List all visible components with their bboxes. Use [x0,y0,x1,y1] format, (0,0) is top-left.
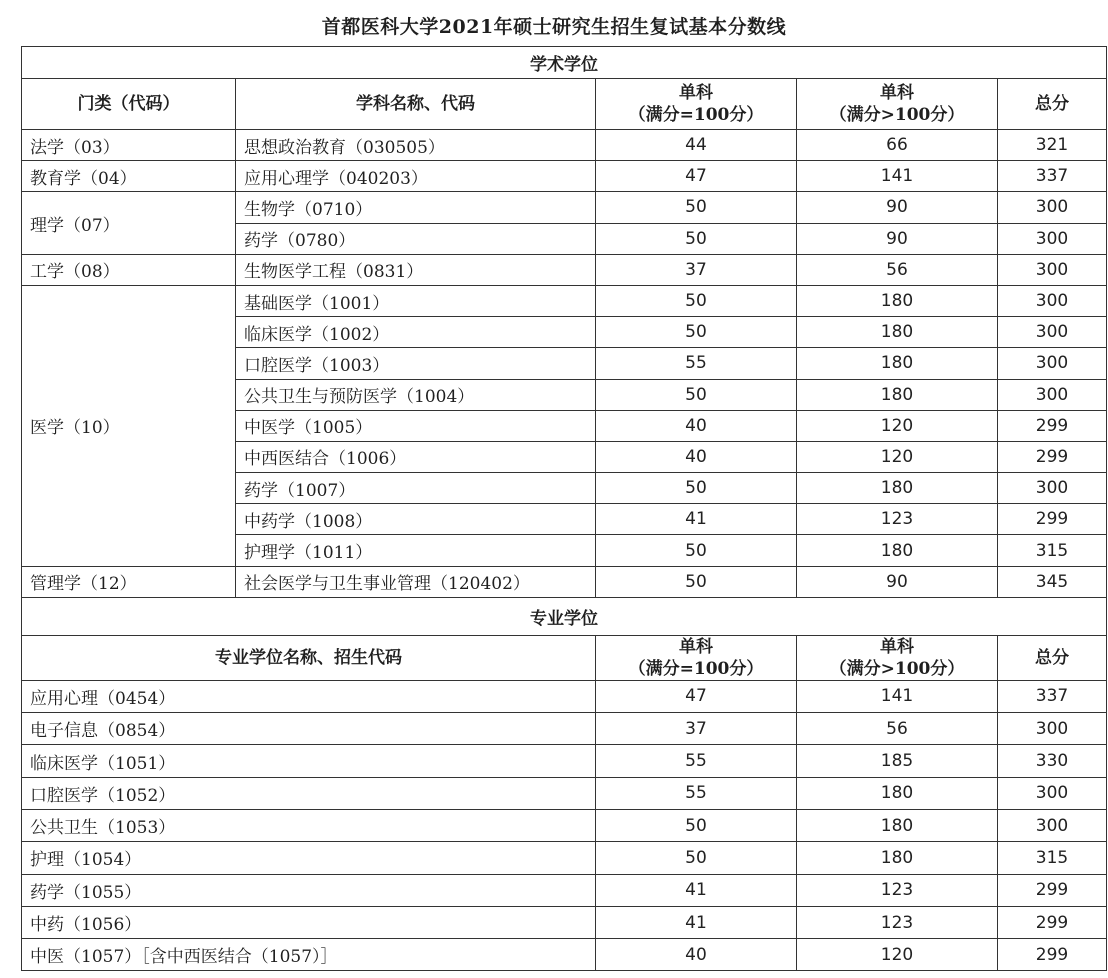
header-label: 单科 [679,83,713,103]
header-single-100 [596,635,797,680]
score-single-100: 50 [596,285,797,316]
score-total: 315 [998,842,1107,874]
score-single-over-100: 123 [797,504,998,535]
score-single-over-100: 56 [797,254,998,285]
score-single-over-100: 180 [797,379,998,410]
category-cell: 医学（10） [22,285,236,566]
score-single-100: 41 [596,906,797,938]
score-total: 299 [998,441,1107,472]
score-single-100: 40 [596,441,797,472]
score-single-over-100: 120 [797,939,998,971]
header-total: 总分 [998,79,1107,130]
table-row [22,745,1107,777]
score-single-100: 50 [596,473,797,504]
score-single-over-100: 120 [797,441,998,472]
score-total: 330 [998,745,1107,777]
score-single-over-100: 90 [797,223,998,254]
score-single-over-100: 180 [797,777,998,809]
header-total: 总分 [998,635,1107,680]
score-single-100: 37 [596,713,797,745]
degree-name-cell: 应用心理（0454） [22,680,596,712]
score-single-100: 47 [596,161,797,192]
subject-cell: 临床医学（1002） [236,317,596,348]
subject-cell: 生物学（0710） [236,192,596,223]
score-single-100: 50 [596,566,797,597]
score-single-over-100: 180 [797,535,998,566]
header-label: 单科 [679,636,713,657]
degree-name-cell: 口腔医学（1052） [22,777,596,809]
table-row [22,566,1107,597]
table-row [22,713,1107,745]
header-single-over-100 [797,635,998,680]
score-single-100: 47 [596,680,797,712]
header-label: 单科 [880,636,914,657]
degree-name-cell: 电子信息（0854） [22,713,596,745]
score-single-over-100: 56 [797,713,998,745]
score-total: 300 [998,285,1107,316]
score-single-100: 41 [596,874,797,906]
table-row [22,161,1107,192]
header-category: 门类（代码） [22,79,236,130]
table-row [22,192,1107,223]
score-single-over-100: 90 [797,566,998,597]
subject-cell: 应用心理学（040203） [236,161,596,192]
score-single-over-100: 180 [797,810,998,842]
header-single-over-100 [797,79,998,130]
score-total: 300 [998,713,1107,745]
score-single-over-100: 90 [797,192,998,223]
score-single-100: 44 [596,130,797,161]
score-table [21,46,1107,971]
table-row [22,906,1107,938]
subject-cell: 中医学（1005） [236,410,596,441]
category-cell: 工学（08） [22,254,236,285]
score-single-over-100: 180 [797,285,998,316]
table-row [22,285,1107,316]
score-single-100: 50 [596,842,797,874]
score-single-over-100: 185 [797,745,998,777]
subject-cell: 思想政治教育（030505） [236,130,596,161]
score-single-100: 40 [596,939,797,971]
section-row [22,597,1107,635]
score-single-100: 50 [596,810,797,842]
score-single-over-100: 180 [797,348,998,379]
degree-name-cell: 临床医学（1051） [22,745,596,777]
header-sublabel: （满分>100分） [829,658,965,679]
subject-cell: 药学（1007） [236,473,596,504]
subject-cell: 基础医学（1001） [236,285,596,316]
score-total: 300 [998,777,1107,809]
category-cell: 法学（03） [22,130,236,161]
score-table-body [22,47,1107,971]
header-sublabel: （满分>100分） [829,105,965,125]
score-single-over-100: 180 [797,842,998,874]
score-total: 299 [998,410,1107,441]
score-total: 299 [998,504,1107,535]
score-total: 337 [998,680,1107,712]
score-single-over-100: 141 [797,161,998,192]
score-single-over-100: 141 [797,680,998,712]
score-total: 300 [998,379,1107,410]
page-title: 首都医科大学2021年硕士研究生招生复试基本分数线 [321,16,787,38]
header-degree-name: 专业学位名称、招生代码 [22,635,596,680]
section-row [22,47,1107,79]
header-single-100 [596,79,797,130]
score-single-over-100: 123 [797,906,998,938]
degree-name-cell: 中药（1056） [22,906,596,938]
category-cell: 理学（07） [22,192,236,254]
score-single-100: 55 [596,348,797,379]
score-single-over-100: 120 [797,410,998,441]
subject-cell: 药学（0780） [236,223,596,254]
score-total: 300 [998,223,1107,254]
score-total: 345 [998,566,1107,597]
score-single-100: 37 [596,254,797,285]
table-row [22,254,1107,285]
table-row [22,777,1107,809]
score-total: 300 [998,348,1107,379]
score-single-100: 40 [596,410,797,441]
table-row [22,810,1107,842]
section-title-professional: 专业学位 [22,597,1107,635]
score-single-100: 50 [596,379,797,410]
subject-cell: 中西医结合（1006） [236,441,596,472]
score-single-100: 50 [596,192,797,223]
header-row [22,79,1107,130]
score-single-100: 55 [596,777,797,809]
subject-cell: 生物医学工程（0831） [236,254,596,285]
score-total: 300 [998,254,1107,285]
table-row [22,130,1107,161]
header-sublabel: （满分=100分） [628,658,764,679]
degree-name-cell: 公共卫生（1053） [22,810,596,842]
subject-cell: 社会医学与卫生事业管理（120402） [236,566,596,597]
score-single-100: 41 [596,504,797,535]
subject-cell: 中药学（1008） [236,504,596,535]
score-single-100: 55 [596,745,797,777]
table-row [22,842,1107,874]
table-row [22,680,1107,712]
score-total: 300 [998,810,1107,842]
subject-cell: 口腔医学（1003） [236,348,596,379]
score-single-100: 50 [596,223,797,254]
score-total: 299 [998,939,1107,971]
category-cell: 教育学（04） [22,161,236,192]
header-label: 单科 [880,83,914,103]
degree-name-cell: 中医（1057）［含中西医结合（1057）］ [22,939,596,971]
score-total: 299 [998,906,1107,938]
degree-name-cell: 药学（1055） [22,874,596,906]
subject-cell: 护理学（1011） [236,535,596,566]
score-total: 300 [998,473,1107,504]
header-row [22,635,1107,680]
score-single-100: 50 [596,317,797,348]
subject-cell: 公共卫生与预防医学（1004） [236,379,596,410]
table-row [22,939,1107,971]
score-single-over-100: 180 [797,473,998,504]
score-total: 299 [998,874,1107,906]
score-total: 300 [998,317,1107,348]
score-single-over-100: 66 [797,130,998,161]
table-row [22,874,1107,906]
score-total: 300 [998,192,1107,223]
header-sublabel: （满分=100分） [628,105,764,125]
score-total: 315 [998,535,1107,566]
score-total: 321 [998,130,1107,161]
category-cell: 管理学（12） [22,566,236,597]
score-single-over-100: 123 [797,874,998,906]
header-subject: 学科名称、代码 [236,79,596,130]
section-title-academic: 学术学位 [22,47,1107,79]
score-total: 337 [998,161,1107,192]
score-single-over-100: 180 [797,317,998,348]
degree-name-cell: 护理（1054） [22,842,596,874]
score-single-100: 50 [596,535,797,566]
